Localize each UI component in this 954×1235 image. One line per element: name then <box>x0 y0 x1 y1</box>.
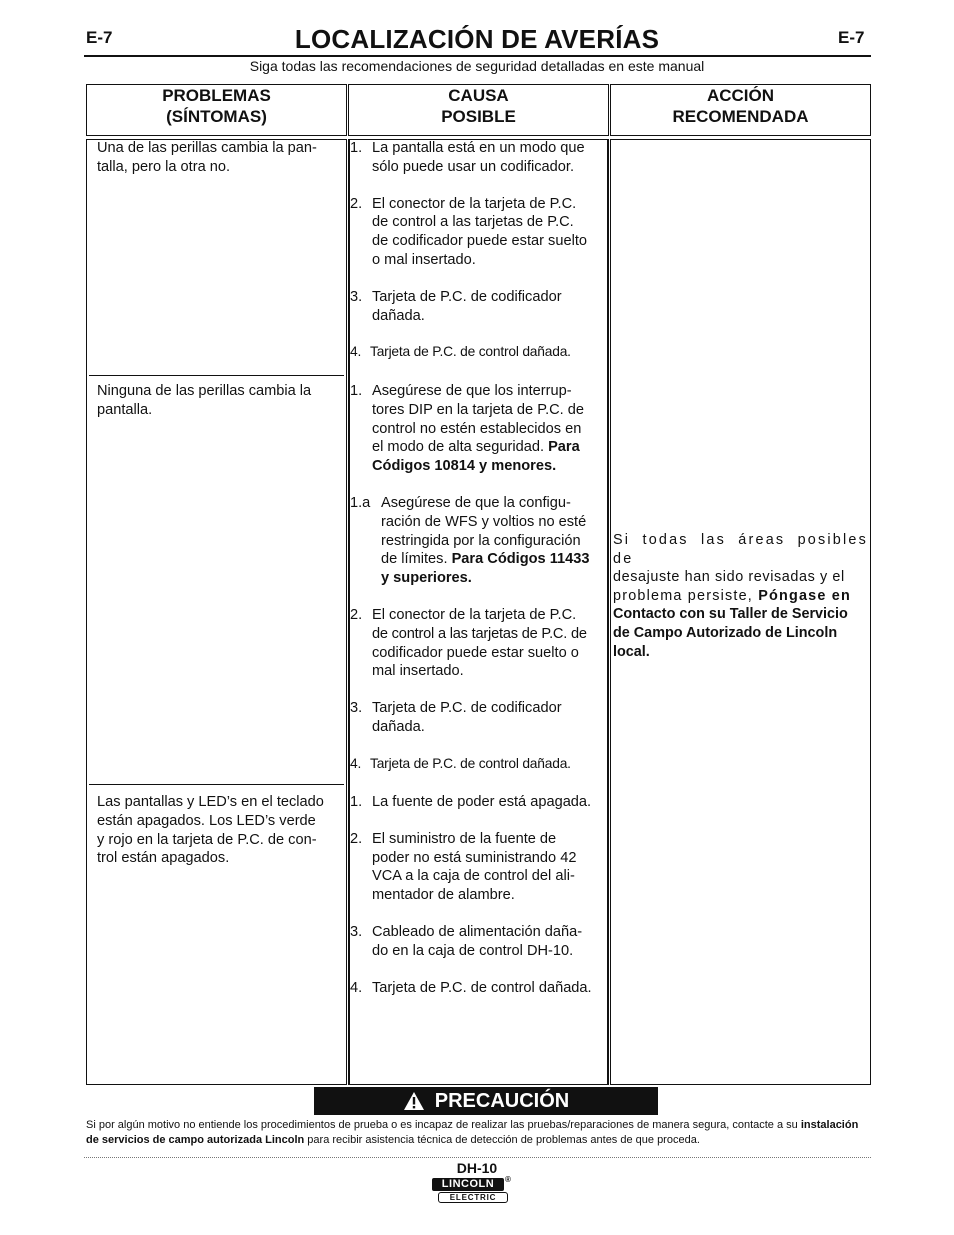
cause-text-line: Tarjeta de P.C. de codificador <box>372 700 562 717</box>
cause-text-line: Tarjeta de P.C. de control dañada. <box>370 755 571 771</box>
header-problems-line1: PROBLEMAS <box>162 86 271 105</box>
action-text-line: desajuste han sido revisadas y el <box>613 569 845 586</box>
caution-bold-text: instalación de servicios de campo autorizada Lincoln <box>86 1119 859 1146</box>
cause-number: 4. <box>350 755 362 771</box>
problem-text-line: y rojo en la tarjeta de P.C. de con- <box>97 831 317 848</box>
cause-text-line: dañada. <box>372 307 425 324</box>
safety-subtitle: Siga todas las recomendaciones de seguridad detalladas en este manual <box>249 58 705 74</box>
cause-number: 3. <box>350 288 363 305</box>
cause-number: 3. <box>350 923 363 940</box>
header-cause-line2: POSIBLE <box>441 107 516 126</box>
cause-item <box>350 793 608 812</box>
cause-item <box>350 606 608 681</box>
cause-text-line: El conector de la tarjeta de P.C. <box>372 195 577 212</box>
cause-bold-line: Códigos 10814 y menores. <box>372 458 557 475</box>
caution-text: para recibir asistencia técnica de detección de problemas antes de que proceda. <box>307 1133 700 1146</box>
header-action-line2: RECOMENDADA <box>672 107 809 126</box>
cause-text-line: o mal insertado. <box>372 251 476 268</box>
cause-number: 1. <box>350 140 363 156</box>
row-separator <box>89 784 344 785</box>
cause-text-line: poder no está suministrando 42 <box>372 849 577 866</box>
action-text-span: problema persiste, <box>613 587 753 604</box>
recommended-action <box>613 531 868 661</box>
logo-top-text: LINCOLN <box>432 1178 504 1191</box>
page-code-left: E-7 <box>86 28 113 47</box>
problem-text-line: Una de las perillas cambia la pan- <box>97 140 317 156</box>
cause-text-line: control no estén establecidos en <box>372 420 582 437</box>
cause-text-line: Asegúrese de que la configu- <box>381 494 571 511</box>
cause-item <box>350 699 608 737</box>
header-problems-line2: (SÍNTOMAS) <box>166 107 267 126</box>
cause-number: 3. <box>350 700 363 717</box>
cause-text-line: tores DIP en la tarjeta de P.C. de <box>372 401 585 418</box>
caution-text: Si por algún motivo no entiende los procedimientos de prueba o es incapaz de realizar las pruebas/reparaciones de manera segura, contacte a su <box>86 1119 798 1131</box>
cause-item <box>350 382 608 476</box>
problem-row-3 <box>97 793 345 868</box>
warning-triangle-icon <box>403 1091 425 1111</box>
cause-text-line: ración de WFS y voltios no esté <box>381 513 587 530</box>
cause-text-line: dañada. <box>372 718 425 735</box>
cause-text-line: de codificador puede estar suelto <box>372 233 587 250</box>
cause-bold-text: Para Códigos 11433 <box>451 551 590 568</box>
cause-item <box>350 494 608 588</box>
problem-text-line: están apagados. Los LED’s verde <box>97 812 316 829</box>
page-title: LOCALIZACIÓN DE AVERÍAS <box>294 24 660 54</box>
model-name: DH-10 <box>456 1160 498 1176</box>
cause-text-line: codificador puede estar suelto o <box>372 644 579 661</box>
footer-divider <box>84 1157 871 1158</box>
problem-text-line: talla, pero la otra no. <box>97 158 231 175</box>
cause-number: 2. <box>350 195 363 212</box>
action-text-line <box>613 587 868 606</box>
header-problems <box>86 84 347 136</box>
cause-bold-line: y superiores. <box>381 570 472 587</box>
cause-item <box>350 979 608 998</box>
cause-text-line: El suministro de la fuente de <box>372 830 557 847</box>
cause-text-span: de límites. <box>381 551 448 568</box>
header-cause <box>348 84 609 136</box>
cause-number: 1. <box>350 794 363 810</box>
cause-item <box>350 923 608 961</box>
caution-label: PRECAUCIÓN <box>434 1089 570 1112</box>
cause-number: 2. <box>350 830 363 847</box>
cause-text-line <box>381 550 608 569</box>
cause-text-line: VCA a la caja de control del ali- <box>372 868 575 885</box>
row-separator <box>89 375 344 376</box>
cause-text-line: La pantalla está en un modo que <box>372 140 585 156</box>
cause-text-line: Asegúrese de que los interrup- <box>372 383 572 399</box>
cause-item <box>350 830 608 905</box>
cause-text-line: El conector de la tarjeta de P.C. <box>372 606 577 623</box>
header-action <box>610 84 871 136</box>
action-bold-line: de Campo Autorizado de Lincoln <box>613 624 838 641</box>
cause-text-line: Cableado de alimentación daña- <box>372 923 583 940</box>
action-bold-line: Contacto con su Taller de Servicio <box>613 606 848 623</box>
cause-text-line: do en la caja de control DH-10. <box>372 942 574 959</box>
cause-item <box>350 343 608 362</box>
cause-text-line: sólo puede usar un codificador. <box>372 158 575 175</box>
cause-number: 4. <box>350 344 362 360</box>
problem-text-line: Las pantallas y LED’s en el teclado <box>97 794 324 810</box>
action-text-line: Si todas las áreas posibles de <box>613 532 868 567</box>
cause-number: 1.a <box>350 494 371 511</box>
header-cause-line1: CAUSA <box>448 86 509 105</box>
header-action-line1: ACCIÓN <box>706 86 775 105</box>
cause-item <box>350 195 608 270</box>
problem-text-line: trol están apagados. <box>97 850 230 867</box>
cause-text-span: el modo de alta seguridad. <box>372 439 544 456</box>
cause-text-line: La fuente de poder está apagada. <box>372 794 592 810</box>
title-rule <box>84 55 871 57</box>
problem-row-1 <box>97 139 342 177</box>
cause-text-line <box>372 438 608 457</box>
cause-text-line: Tarjeta de P.C. de codificador <box>372 288 562 305</box>
cause-item <box>350 139 608 177</box>
logo-registered-mark: ® <box>505 1175 511 1184</box>
action-bold-line: local. <box>613 643 650 660</box>
caution-banner <box>314 1087 658 1115</box>
logo-bottom-text: ELECTRIC <box>438 1192 508 1203</box>
lincoln-electric-logo <box>432 1175 512 1206</box>
cause-number: 2. <box>350 606 363 623</box>
cause-text-line: Tarjeta de P.C. de control dañada. <box>372 979 592 996</box>
page-code-right: E-7 <box>838 28 865 47</box>
caution-note <box>86 1118 872 1147</box>
causes-row-1 <box>350 139 608 362</box>
cause-text-line: mal insertado. <box>372 663 464 680</box>
cause-number: 1. <box>350 383 363 399</box>
cause-item <box>350 755 608 774</box>
cause-number: 4. <box>350 979 363 996</box>
cause-text-line: Tarjeta de P.C. de control dañada. <box>370 344 571 360</box>
cause-text-line: de control a las tarjetas de P.C. <box>372 214 574 231</box>
cause-item <box>350 288 608 326</box>
problems-column <box>86 139 347 1085</box>
cause-text-line: de control a las tarjetas de P.C. de <box>372 625 587 642</box>
problem-text-line: Ninguna de las perillas cambia la <box>97 383 312 399</box>
cause-text-line: mentador de alambre. <box>372 887 515 904</box>
causes-row-3 <box>350 793 608 997</box>
action-bold-text: Póngase en <box>758 587 851 604</box>
problem-row-2 <box>97 382 342 420</box>
problem-text-line: pantalla. <box>97 401 153 418</box>
cause-bold-text: Para <box>548 439 580 456</box>
cause-text-line: restringida por la configuración <box>381 532 581 549</box>
causes-row-2 <box>350 382 608 774</box>
